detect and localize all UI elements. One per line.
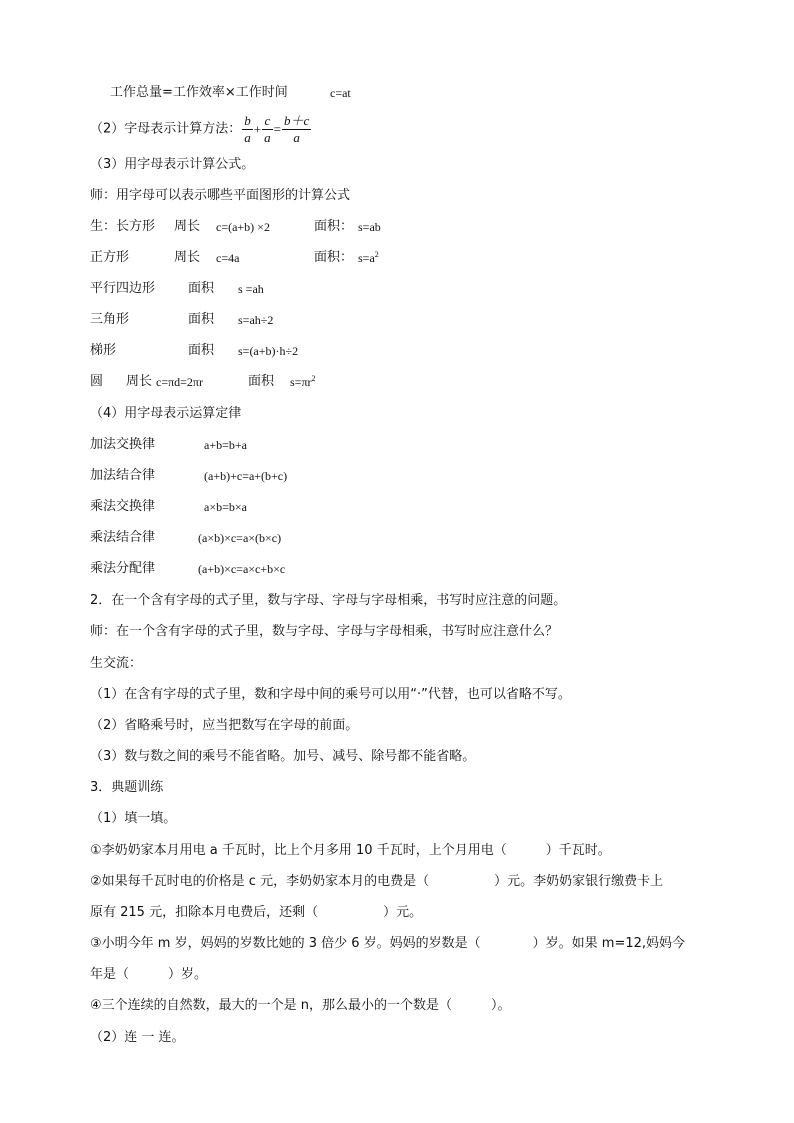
section-2-heading: 2．在一个含有字母的式子里，数与字母、字母与字母相乘，书写时应注意的问题。: [90, 593, 567, 608]
fraction-numerator: c: [262, 113, 273, 130]
shape-key: 面积: [188, 281, 215, 296]
law-formula: a+b=b+a: [204, 438, 247, 452]
fraction-c-over-a: [262, 113, 273, 146]
shape-formula: [290, 373, 316, 391]
law-formula: (a+b)+c=a+(b+c): [204, 469, 288, 483]
fraction-denominator: a: [244, 130, 251, 145]
work-total-line: [110, 84, 351, 102]
law-formula: (a+b)×c=a×c+b×c: [198, 562, 286, 576]
fraction-numerator: b: [244, 113, 251, 128]
shape-name: 圆: [90, 374, 104, 389]
fill-in-heading: （1）填一填。: [90, 811, 177, 826]
shape-name: 梯形: [90, 343, 117, 358]
exercise-2-line-2: 原有 215 元，扣除本月电费后，还剩（ ）元。: [90, 905, 423, 920]
work-total-formula: c=at: [330, 86, 351, 100]
law-name: 加法交换律: [90, 437, 156, 452]
shape-key: 面积：: [314, 250, 354, 265]
exercise-3-line-1: ③小明今年 m 岁，妈妈的岁数比她的 3 倍少 6 岁。妈妈的岁数是（ ）岁。如果 m=12,妈妈今: [90, 936, 686, 951]
shape-formula: c=4a: [216, 251, 240, 265]
plus-sign: +: [253, 121, 262, 137]
letter-calc-line: [90, 113, 312, 146]
fraction-b-over-a: [242, 113, 253, 146]
law-formula: a×b=b×a: [204, 500, 247, 514]
shape-formula-exponent: 2: [374, 250, 379, 259]
law-formula: (a×b)×c=a×(b×c): [198, 531, 282, 545]
exercise-3-line-2: 年是（ ）岁。: [90, 967, 208, 982]
law-name: 乘法交换律: [90, 499, 156, 514]
rule-3: （3）数与数之间的乘号不能省略。加号、减号、除号都不能省略。: [90, 749, 476, 764]
shape-formula: c=πd=2πr: [156, 375, 203, 389]
shape-key: 周长: [126, 374, 153, 389]
law-name: 乘法结合律: [90, 530, 156, 545]
shape-key: 面积: [188, 343, 215, 358]
teacher-question-shapes: 师：用字母可以表示哪些平面图形的计算公式: [90, 188, 351, 203]
letter-calc-label: （2）字母表示计算方法：: [90, 121, 242, 137]
shape-formula-base: s=πr: [290, 375, 312, 389]
shape-formula: c=(a+b) ×2: [216, 220, 270, 234]
shape-key: 面积：: [314, 219, 354, 234]
exercise-1: ①李奶奶家本月用电 a 千瓦时，比上个月多用 10 千瓦时，上个月用电（ ）千瓦时。: [90, 843, 611, 858]
shape-key: 周长: [174, 250, 201, 265]
exercise-2-line-1: ②如果每千瓦时电的价格是 c 元，李奶奶家本月的电费是（ ）元。李奶奶家银行缴费卡上: [90, 874, 664, 889]
shape-name: 正方形: [90, 250, 130, 265]
shape-key: 面积: [188, 312, 215, 327]
shape-formula: s =ah: [238, 282, 264, 296]
teacher-question-notation: 师：在一个含有字母的式子里，数与字母、字母与字母相乘，书写时应注意什么？: [90, 624, 559, 639]
work-total-text: 工作总量=工作效率×工作时间: [110, 85, 288, 100]
fraction-denominator: a: [293, 130, 300, 145]
shape-name: 平行四边形: [90, 281, 156, 296]
section-formula-heading: （3）用字母表示计算公式。: [90, 157, 255, 172]
fraction-numerator: b＋c: [283, 113, 310, 128]
student-discussion: 生交流：: [90, 656, 143, 671]
shape-name: 三角形: [90, 312, 130, 327]
shape-formula: [358, 249, 379, 267]
exercise-4: ④三个连续的自然数，最大的一个是 n，那么最小的一个数是（ ）。: [90, 998, 511, 1013]
fraction-denominator: a: [264, 130, 271, 145]
shape-formula: s=(a+b)·h÷2: [238, 344, 299, 358]
equals-sign: =: [273, 121, 281, 137]
matching-heading: （2）连 一 连。: [90, 1030, 185, 1045]
section-laws-heading: （4）用字母表示运算定律: [90, 406, 242, 421]
law-name: 乘法分配律: [90, 561, 156, 576]
shape-formula-exponent: 2: [311, 374, 316, 383]
law-name: 加法结合律: [90, 468, 156, 483]
rule-1: （1）在含有字母的式子里，数和字母中间的乘号可以用“·”代替，也可以省略不写。: [90, 687, 571, 702]
shape-key: 面积: [248, 374, 275, 389]
shape-key: 周长: [174, 219, 201, 234]
shape-name: 生：长方形: [90, 219, 156, 234]
shape-formula-base: s=a: [358, 251, 375, 265]
shape-formula: s=ab: [358, 220, 381, 234]
section-3-heading: 3．典题训练: [90, 780, 164, 795]
fraction-bc-over-a: [282, 113, 311, 146]
shape-formula: s=ah÷2: [238, 313, 274, 327]
rule-2: （2）省略乘号时，应当把数写在字母的前面。: [90, 718, 359, 733]
